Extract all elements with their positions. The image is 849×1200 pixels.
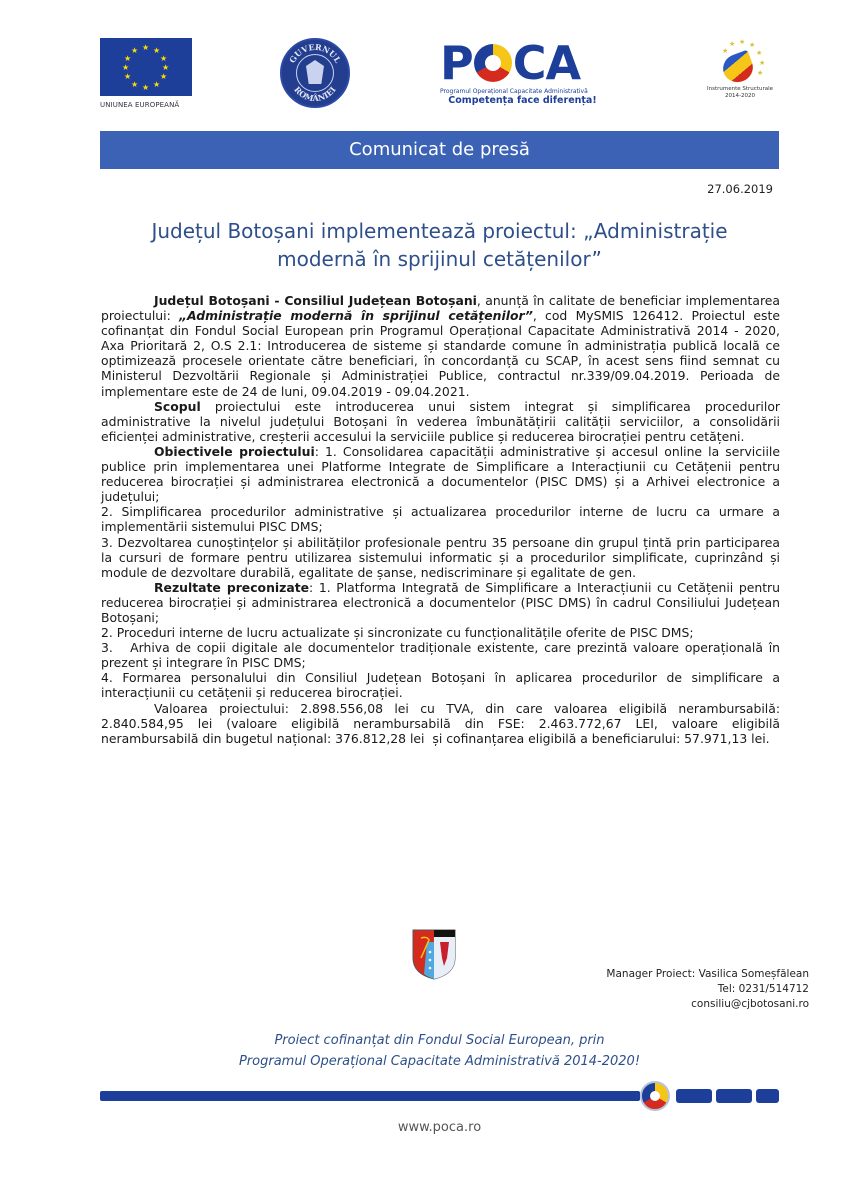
poca-ring-icon bbox=[474, 44, 512, 82]
structural-instruments-logo bbox=[700, 38, 780, 114]
government-seal-icon bbox=[280, 38, 350, 108]
document-title: Județul Botoșani implementează proiectul: „Administrație modernă în sprijinul cetățenilor” bbox=[151, 219, 728, 271]
results-paragraph: Rezultate preconizate: 1. Platforma Integrată de Simplificare a Interacțiunii cu Cetățenii pentru reducerea birocrației și administrarea electronică a documentelor (PISC DMS) în cadrul Consiliului Județean Botoșani; bbox=[101, 579, 781, 625]
project-manager: Manager Proiect: Vasilica Someșfălean bbox=[606, 968, 809, 980]
contact-block bbox=[606, 967, 809, 1012]
result-item: 2. Proceduri interne de lucru actualizate și sincronizate cu funcționalitățile oferite de PISC DMS; bbox=[101, 625, 694, 641]
poca-ring-icon bbox=[640, 1081, 670, 1111]
logo-row bbox=[100, 36, 780, 116]
release-date: 27.06.2019 bbox=[707, 182, 773, 196]
eu-flag-icon: ★ ★ ★ ★ ★ ★ ★ ★ ★ ★ ★ ★ bbox=[100, 38, 192, 96]
document-body bbox=[101, 293, 784, 746]
result-item: 4. Formarea personalului din Consiliul Județean Botoșani în aplicarea procedurilor de simplificare a interacțiunii cu cetățenii și reducerea birocrației. bbox=[101, 670, 780, 701]
structural-instruments-caption: Instrumente Structurale 2014-2020 bbox=[707, 86, 773, 99]
poca-logo bbox=[440, 36, 605, 108]
result-item: 3. Arhiva de copii digitale ale documentelor tradiționale existente, care prezintă valoare operațională în prezent și integrare în PISC DMS; bbox=[101, 640, 784, 671]
website-link[interactable]: www.poca.ro bbox=[397, 1120, 482, 1135]
svg-text:GUVERNUL: GUVERNUL bbox=[286, 41, 344, 65]
footer-decorative-bar bbox=[100, 1081, 779, 1111]
email-address: consiliu@cjbotosani.ro bbox=[691, 998, 809, 1010]
objective-item: 3. Dezvoltarea cunoștințelor și abilităților profesionale pentru 35 persoane din grupul țintă prin participarea la cursuri de formare pentru utilizarea sistemului informatic și a procedurilor simplificate, cuprinzând și module de dezvoltare durabilă, egalitate de șanse, nediscriminare și egalitate de gen. bbox=[101, 534, 780, 580]
svg-text:ROMÂNIEI: ROMÂNIEI bbox=[292, 84, 338, 104]
objectives-paragraph: Obiectivele proiectului: 1. Consolidarea capacității administrative și accesul online la serviciile publice prin implementarea unei Platforme Integrate de Simplificare a Interacțiunii cu Cetățenii pentru reducerea birocrației și administrarea electronică a documentelor (PISC DMS) și a Arhivei electronice a județului; bbox=[101, 443, 780, 505]
poca-slogan: Competența face diferența! bbox=[448, 95, 597, 106]
press-release-banner: Comunicat de presă bbox=[100, 131, 779, 169]
phone-number: Tel: 0231/514712 bbox=[717, 983, 809, 995]
eu-caption: UNIUNEA EUROPEANĂ bbox=[100, 101, 180, 109]
value-paragraph: Valoarea proiectului: 2.898.556,08 lei cu TVA, din care valoarea eligibilă nerambursabilă: 2.840.584,95 lei (valoare eligibilă nerambursabilă din FSE: 2.463.772,67 LEI, valoare eligibilă nerambursabilă din bugetul național: 376.812,28 lei și cofinanțarea eligibilă a beneficiarului: 57.971,13 lei. bbox=[101, 700, 784, 746]
botosani-county-crest-icon bbox=[411, 928, 457, 980]
scope-paragraph: Scopul proiectului este introducerea unui sistem integrat și simplificarea procedurilor administrative la nivelul județului Botoșani în vederea îmbunătățirii calității serviciilor, a consolidării eficienței administrative, creșterii accesului la serviciile publice și reducerea birocrației pentru cetățeni. bbox=[101, 398, 780, 444]
poca-wordmark: P CA bbox=[440, 36, 581, 90]
objective-item: 2. Simplificarea procedurilor administrative și actualizarea procedurilor interne de lucru ca urmare a implementării sistemului PISC DMS; bbox=[101, 504, 780, 535]
intro-paragraph: Județul Botoșani - Consiliul Județean Botoșani, anunță în calitate de beneficiar implementarea proiectului: „Administrație modernă în sprijinul cetățenilor”, cod MySMIS 126412. Proiectul este cofinanțat din Fondul Social European prin Programul Operațional Capacitate Administrativă 2014 - 2020, Axa Prioritară 2, O.S 2.1: Introducerea de sisteme și standarde comune în administrația publică locală ce optimizează procesele orientate către beneficiari, în concordanță cu SCAP, în acest sens fiind semnat cu Ministerul Dezvoltării Regionale și Administrației Publice, contractul nr.339/09.04.2019. Perioada de implementare este de 24 de luni, 09.04.2019 - 09.04.2021. bbox=[101, 293, 780, 399]
poca-subtitle: Programul Operațional Capacitate Administrativă bbox=[440, 88, 588, 95]
structural-instruments-icon: ★ ★ ★ ★ ★ ★ ★ bbox=[717, 38, 763, 84]
eu-logo bbox=[100, 38, 192, 109]
cofinancing-note: Proiect cofinanțat din Fondul Social European, prin Programul Operațional Capacitate Administrativă 2014-2020! bbox=[238, 1033, 641, 1069]
